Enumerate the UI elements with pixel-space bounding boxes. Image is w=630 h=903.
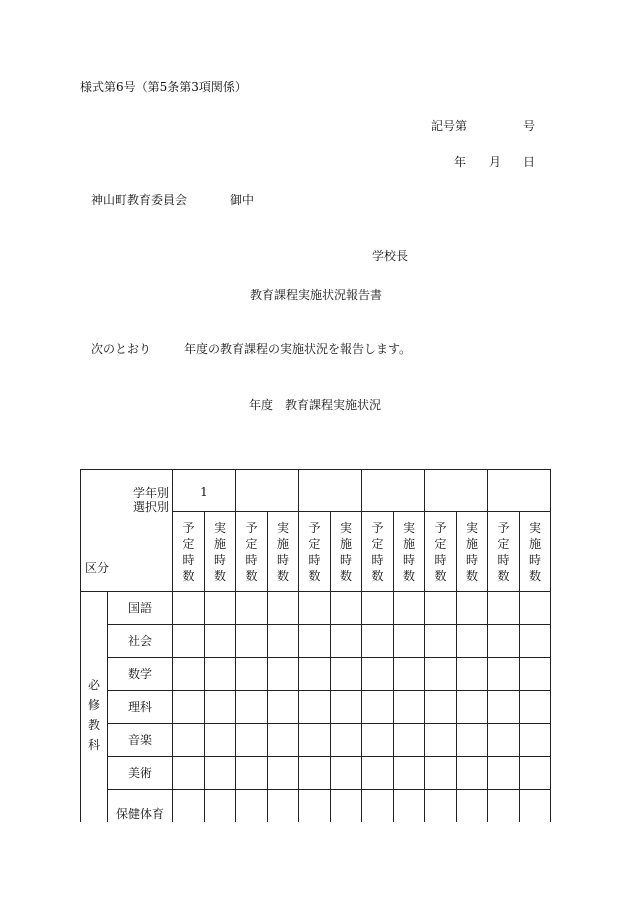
subject-label: 美術 bbox=[108, 757, 173, 790]
record-number-label: 記号第 bbox=[431, 119, 468, 133]
subject-label: 保健体育 bbox=[108, 790, 173, 838]
actual-hours-header: 実施時数 bbox=[268, 512, 299, 592]
record-number-suffix: 号 bbox=[523, 119, 536, 133]
planned-hours-header: 予定時数 bbox=[425, 512, 457, 592]
subject-label: 理科 bbox=[108, 691, 173, 724]
grade-header-cell bbox=[488, 470, 551, 512]
grade-header-cell bbox=[299, 470, 362, 512]
grade-header-cell bbox=[425, 470, 488, 512]
body-text: 年度の教育課程の実施状況を報告します。 bbox=[184, 342, 412, 356]
header-corner-cell bbox=[81, 470, 173, 592]
addressee: 神山町教育委員会 bbox=[91, 193, 188, 207]
grade-header-cell bbox=[236, 470, 299, 512]
subject-label: 社会 bbox=[108, 625, 173, 658]
grade-header-cell: 1 bbox=[173, 470, 236, 512]
page-bottom-mask bbox=[0, 822, 630, 903]
document-title: 教育課程実施状況報告書 bbox=[250, 288, 383, 302]
subject-label: 数学 bbox=[108, 658, 173, 691]
form-title: 様式第6号（第5条第3項関係） bbox=[80, 80, 247, 94]
planned-hours-header: 予定時数 bbox=[362, 512, 394, 592]
sender-principal: 学校長 bbox=[372, 249, 409, 263]
actual-hours-header: 実施時数 bbox=[205, 512, 236, 592]
grade-header-cell bbox=[362, 470, 425, 512]
body-prefix: 次のとおり bbox=[91, 342, 152, 356]
header-category-label: 区分 bbox=[85, 561, 110, 575]
actual-hours-header: 実施時数 bbox=[331, 512, 362, 592]
date-day: 日 bbox=[523, 155, 536, 169]
actual-hours-header: 実施時数 bbox=[520, 512, 551, 592]
subject-label: 音楽 bbox=[108, 724, 173, 757]
actual-hours-header: 実施時数 bbox=[457, 512, 488, 592]
category-cell: 必修教科 bbox=[81, 592, 108, 838]
planned-hours-header: 予定時数 bbox=[299, 512, 331, 592]
planned-hours-header: 予定時数 bbox=[173, 512, 205, 592]
addressee-suffix: 御中 bbox=[230, 193, 255, 207]
header-grade-label: 学年別 bbox=[133, 486, 170, 500]
table-title: 年度 教育課程実施状況 bbox=[249, 398, 382, 412]
date-year: 年 bbox=[454, 155, 467, 169]
planned-hours-header: 予定時数 bbox=[236, 512, 268, 592]
subject-label: 国語 bbox=[108, 592, 173, 625]
curriculum-table bbox=[80, 469, 551, 838]
planned-hours-header: 予定時数 bbox=[488, 512, 520, 592]
actual-hours-header: 実施時数 bbox=[394, 512, 425, 592]
header-select-label: 選択別 bbox=[133, 500, 170, 514]
date-month: 月 bbox=[489, 155, 502, 169]
